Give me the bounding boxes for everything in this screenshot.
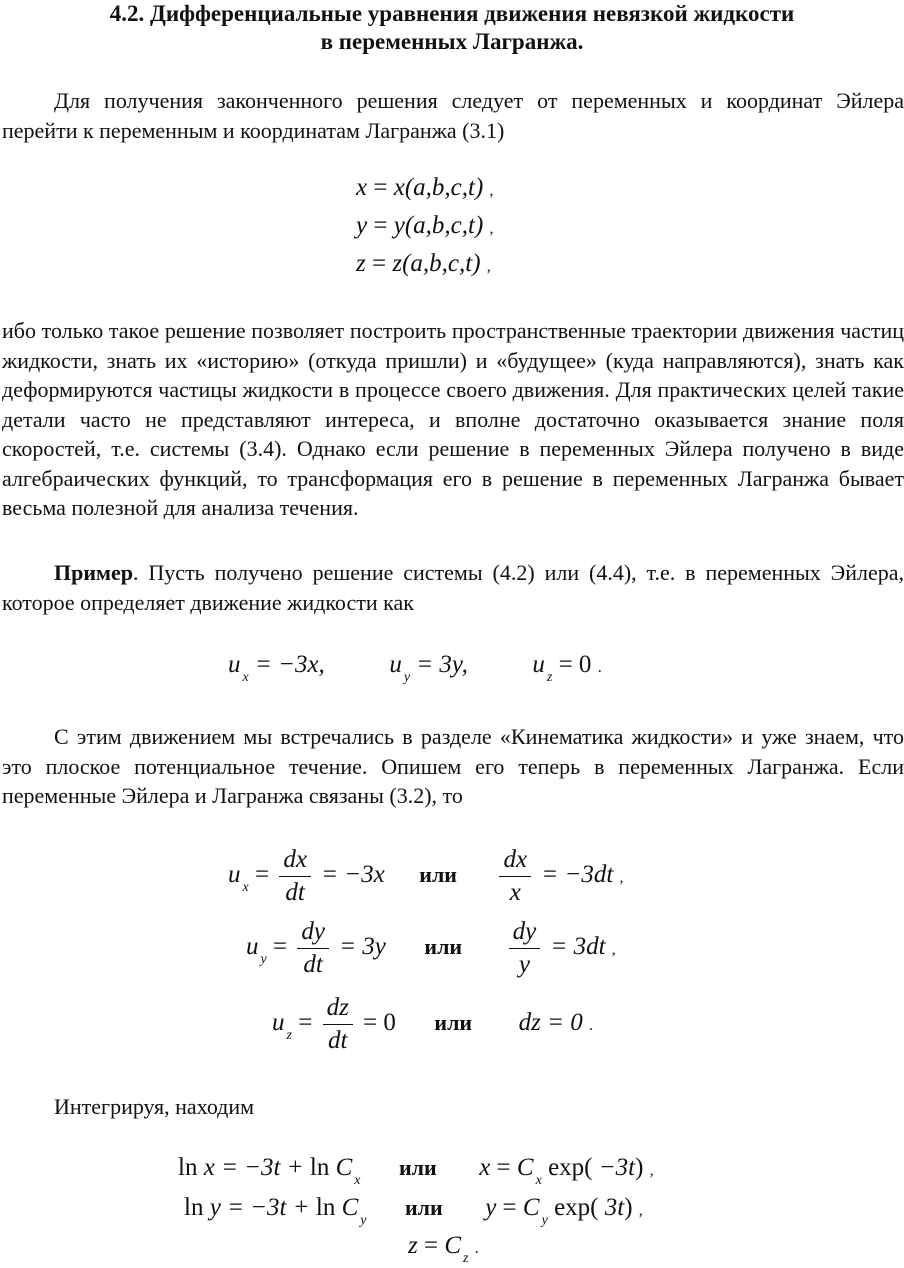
- paragraph-explanation: ибо только такое решение позволяет построить пространственные траектории движения частиц жидкости, знать их «историю» (откуда пришли) и «будущее» (куда направляются), знать как деформируются частицы жидкости в процессе своего движения. Для практических целей такие детали часто не представляют интереса, и вполне достаточно оказывается знание поля скоростей, т.е. системы (3.4). Однако если решение в переменных Эйлера получено в виде алгебраических функций, то трансформация его в решение в переменных Лагранжа бывает весьма полезной для анализа течения.: [2, 318, 904, 520]
- equation-velocity-field: u $_x$ = −3x, u $_y$ = 3y, u $_z$ = 0 .: [228, 651, 602, 685]
- paragraph-kinematics: С этим движением мы встречались в разделе «Кинематика жидкости» и уже знаем, что это плоское потенциальное течение. Опишем его теперь в переменных Лагранжа. Если переменные Эйлера и Лагранжа связаны (3.2), то: [2, 724, 904, 808]
- example-label: Пример: [54, 560, 134, 585]
- equation-solution-y: ln y = −3t + ln C $_y$ или y = C $_y$ exp( 3t) ,: [184, 1194, 643, 1228]
- equation-diff-x: u $_x$ = $\frac{dx}{dt}$ = −3x или $\frac{dx}{x}$ = −3dt ,: [228, 846, 624, 906]
- equation-diff-y: u $_y$ = $\frac{dy}{dt}$ = 3y или $\frac{dy}{y}$ = 3dt ,: [246, 918, 616, 978]
- equation-solution-z: z = C $_z$ .: [408, 1232, 479, 1266]
- equation-lagrange-z: z = z(a,b,c,t) ,: [356, 250, 491, 277]
- equation-diff-z: u $_z$ = $\frac{dz}{dt}$ = 0 или dz = 0 .: [272, 994, 593, 1054]
- equation-solution-x: ln x = −3t + ln C $_x$ или x = C $_x$ exp( −3t) ,: [178, 1154, 654, 1188]
- paragraph-integrating: Интегрируя, находим: [54, 1094, 255, 1119]
- section-title-line-2: в переменных Лагранжа.: [320, 29, 584, 54]
- equation-lagrange-y: y = y(a,b,c,t) ,: [356, 212, 494, 239]
- paragraph-intro: Для получения законченного решения следует от переменных и координат Эйлера перейти к переменным и координатам Лагранжа (3.1): [2, 88, 904, 143]
- equation-lagrange-x: x = x(a,b,c,t) ,: [356, 174, 494, 201]
- paragraph-example: Пример. Пусть получено решение системы (4.2) или (4.4), т.е. в переменных Эйлера, которое определяет движение жидкости как: [2, 560, 904, 615]
- section-title-line-1: 4.2. Дифференциальные уравнения движения невязкой жидкости: [109, 1, 795, 26]
